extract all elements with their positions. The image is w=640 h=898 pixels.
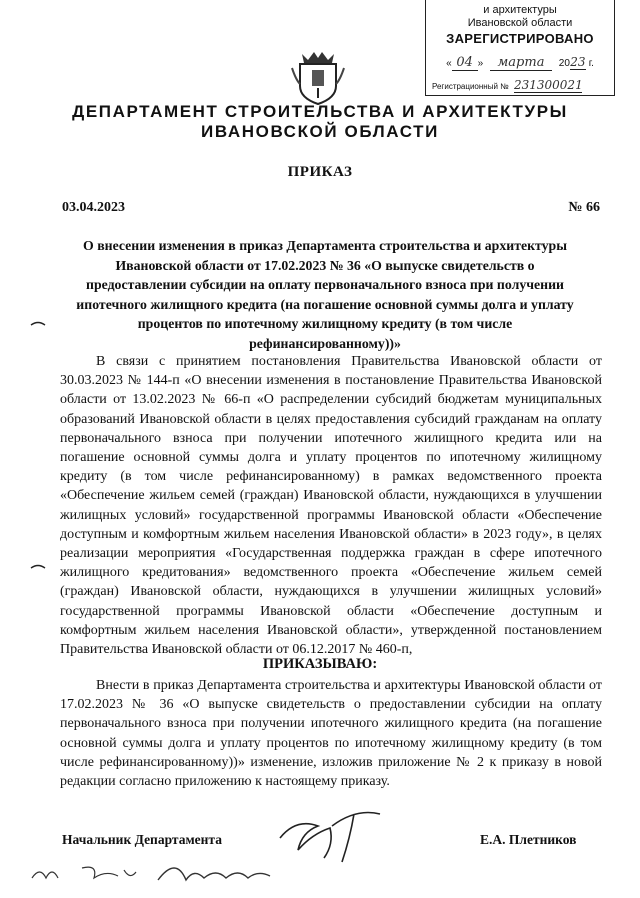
stamp-line-2: Ивановской области bbox=[467, 17, 573, 29]
scan-mark bbox=[30, 313, 46, 319]
stamp-reg-row bbox=[432, 78, 608, 94]
stamp-date-day: 04 bbox=[452, 55, 478, 71]
department-name-line-1: ДЕПАРТАМЕНТ СТРОИТЕЛЬСТВА И АРХИТЕКТУРЫ bbox=[72, 102, 568, 121]
order-subject bbox=[60, 236, 590, 353]
registration-stamp bbox=[425, 0, 615, 96]
stamp-date-row: « 04 » марта 2023 г. bbox=[446, 55, 594, 70]
preamble-paragraph: В связи с принятием постановления Правительства Ивановской области от 30.03.2023 № 144-п «О внесении изменения в постановление Правительства Ивановской области от 13.02.2023 № 66-п «О распределении субсидий бюджетам муниципальных образований Ивановской области в целях предоставления субсидий гражданам на оплату первоначального взноса при получении ипотечного жилищного кредита или на погашение основной суммы долга и уплату процентов по ипотечному жилищному кредиту (в том числе рефинансированному) в рамках ведомственного проекта «Обеспечение жильем семей (граждан) Ивановской области, нуждающихся в улучшении жилищных условий» государственной программы Ивановской области «Обеспечение доступным и комфортным жильем населения Ивановской области» в 2023 году», в целях реализации мероприятия «Государственная поддержка граждан в сфере ипотечного жилищного кредитования» ведомственного проекта «Обеспечение жильем семей (граждан) Ивановской области, нуждающихся в улучшении жилищных условий» государственной программы Ивановской области «Обеспечение доступным и комфортным жильем населения Ивановской области», утвержденной постановлением Правительства Ивановской области от 06.12.2017 № 460-п, bbox=[60, 354, 602, 658]
order-date: 03.04.2023 bbox=[62, 200, 125, 215]
order-text-paragraph: Внести в приказ Департамента строительства и архитектуры Ивановской области от 17.02.2023 № 36 «О выпуске свидетельств о предоставлении субсидии на оплату первоначального взноса при получении ипотечного жилищного кредита (на погашение основной суммы долга и уплату процентов по ипотечному жилищному кредиту (в том числе рефинансированному))» изменение, изложив приложение № 2 к приказу в новой редакции согласно приложению к настоящему приказу. bbox=[60, 678, 602, 790]
subject-line: предоставлении субсидии на оплату первоначального взноса при получении bbox=[86, 277, 564, 292]
handwritten-initials-icon bbox=[26, 856, 296, 895]
subject-line: рефинансированному))» bbox=[249, 335, 401, 351]
department-name-line-2: ИВАНОВСКОЙ ОБЛАСТИ bbox=[201, 122, 439, 141]
stamp-date-month: марта bbox=[490, 55, 552, 71]
subject-line: ипотечного жилищного кредита (на погашение основной суммы долга и уплату bbox=[76, 296, 574, 312]
stamp-date-year-end: г. bbox=[588, 58, 594, 69]
stamp-line-1: и архитектуры bbox=[483, 4, 557, 16]
stamp-date-year-suffix: 23 bbox=[570, 55, 586, 69]
subject-line: процентов по ипотечному жилищному кредиту (в том числе bbox=[137, 316, 513, 331]
signatory-title: Начальник Департамента bbox=[62, 832, 222, 847]
stamp-date-year-prefix: 20 bbox=[558, 58, 570, 69]
coat-of-arms-icon bbox=[288, 44, 348, 106]
scan-mark bbox=[30, 556, 46, 562]
stamp-reg-label: Регистрационный № bbox=[432, 82, 509, 91]
stamp-status: ЗАРЕГИСТРИРОВАНО bbox=[446, 31, 594, 46]
order-number: № 66 bbox=[568, 200, 600, 215]
order-heading: ПРИКАЗЫВАЮ: bbox=[262, 656, 378, 672]
subject-line: О внесении изменения в приказ Департамента строительства и архитектуры bbox=[83, 238, 567, 253]
order-title: ПРИКАЗ bbox=[287, 164, 353, 180]
signatory-name: Е.А. Плетников bbox=[480, 832, 577, 847]
subject-line: Ивановской области от 17.02.2023 № 36 «О выпуске свидетельств о bbox=[115, 257, 535, 273]
stamp-reg-number: 231300021 bbox=[513, 78, 583, 92]
